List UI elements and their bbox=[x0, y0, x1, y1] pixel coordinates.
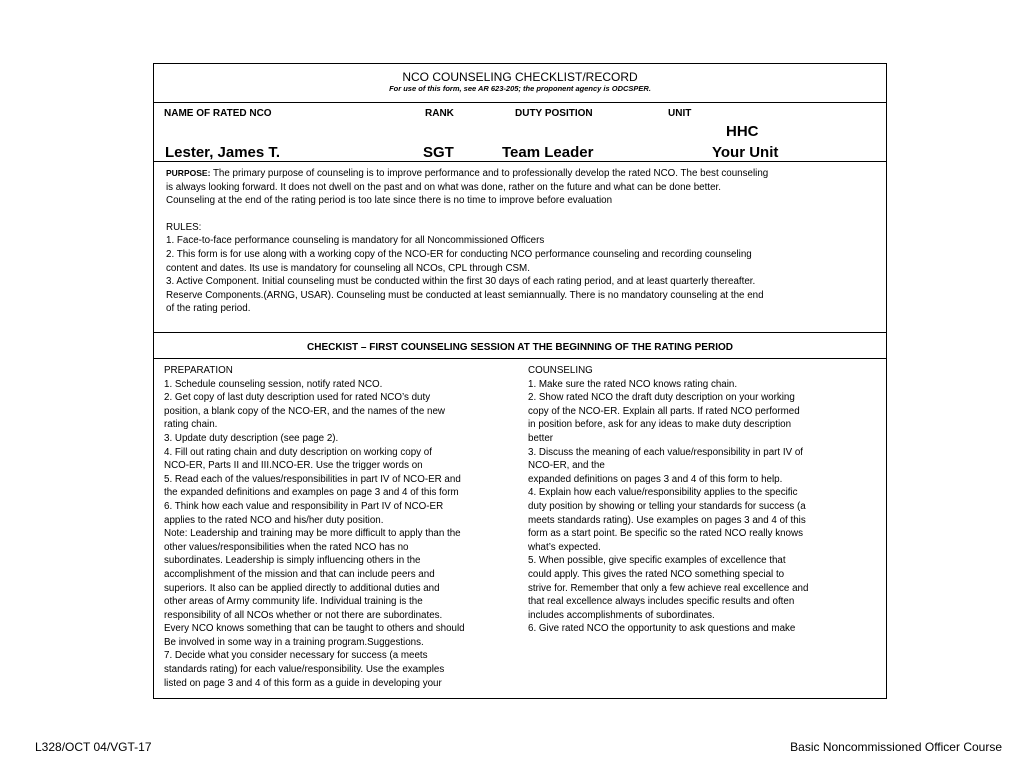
counseling-text: 5. When possible, give specific examples of excellence that bbox=[528, 555, 786, 567]
divider bbox=[154, 102, 886, 103]
duty-position-value: Team Leader bbox=[502, 144, 594, 161]
form-title: NCO COUNSELING CHECKLIST/RECORD bbox=[402, 70, 638, 84]
rules-block bbox=[166, 221, 874, 316]
rules-text: content and dates. Its use is mandatory for counseling all NCOs, CPL through CSM. bbox=[166, 262, 530, 274]
preparation-text: Every NCO knows something that can be taught to others and should bbox=[164, 623, 465, 635]
rules-text: 3. Active Component. Initial counseling must be conducted within the first 30 days of each rating period, and at least quarterly thereafter. bbox=[166, 276, 756, 288]
preparation-text: the expanded definitions and examples on page 3 and 4 of this form bbox=[164, 487, 459, 499]
counseling-text: includes accomplishments of subordinates. bbox=[528, 609, 715, 621]
preparation-text: other areas of Army community life. Individual training is the bbox=[164, 596, 423, 608]
duty-position-label: DUTY POSITION bbox=[515, 108, 593, 119]
purpose-text: The primary purpose of counseling is to improve performance and to professionally develop the rated NCO. The best counseling bbox=[210, 168, 769, 179]
rules-text: of the rating period. bbox=[166, 303, 251, 315]
divider bbox=[154, 332, 886, 333]
name-label: NAME OF RATED NCO bbox=[164, 108, 272, 119]
counseling-text: copy of the NCO-ER. Explain all parts. If rated NCO performed bbox=[528, 405, 800, 417]
preparation-text: Note: Leadership and training may be more difficult to apply than the bbox=[164, 528, 461, 540]
preparation-text: 1. Schedule counseling session, notify rated NCO. bbox=[164, 378, 383, 390]
counseling-text: what’s expected. bbox=[528, 541, 601, 553]
checklist-header: CHECKIST – FIRST COUNSELING SESSION AT THE BEGINNING OF THE RATING PERIOD bbox=[307, 342, 733, 353]
counseling-text: expanded definitions on pages 3 and 4 of this form to help. bbox=[528, 473, 783, 485]
rules-text: 2. This form is for use along with a working copy of the NCO-ER for conducting NCO performance counseling and recording counseling bbox=[166, 248, 752, 260]
counseling-text: 2. Show rated NCO the draft duty description on your working bbox=[528, 392, 795, 404]
purpose-text: Counseling at the end of the rating period is too late since there is no time to improve before evaluation bbox=[166, 195, 613, 207]
counseling-text: 6. Give rated NCO the opportunity to ask questions and make bbox=[528, 623, 796, 635]
preparation-text: superiors. It also can be applied directly to additional duties and bbox=[164, 582, 440, 594]
rules-text: 1. Face-to-face performance counseling is mandatory for all Noncommissioned Officers bbox=[166, 235, 545, 247]
divider bbox=[154, 161, 886, 162]
divider bbox=[154, 358, 886, 359]
preparation-text: other values/responsibilities when the rated NCO has no bbox=[164, 541, 409, 553]
preparation-text: Be involved in some way in a training program.Suggestions. bbox=[164, 636, 424, 648]
preparation-text: responsibility of all NCOs whether or not there are subordinates. bbox=[164, 609, 443, 621]
preparation-text: subordinates. Leadership is simply influencing others in the bbox=[164, 555, 421, 567]
counseling-heading: COUNSELING bbox=[528, 365, 593, 376]
preparation-text: 3. Update duty description (see page 2). bbox=[164, 432, 339, 444]
rank-value: SGT bbox=[423, 144, 454, 161]
purpose-label: PURPOSE: bbox=[166, 168, 211, 178]
counseling-text: duty position by showing or telling your standards for success (a bbox=[528, 500, 806, 512]
preparation-text: applies to the rated NCO and his/her duty position. bbox=[164, 514, 384, 526]
preparation-text: 6. Think how each value and responsibility in Part IV of NCO-ER bbox=[164, 500, 444, 512]
unit-label: UNIT bbox=[668, 108, 692, 119]
counseling-text: strive for. Remember that only a few achieve real excellence and bbox=[528, 582, 809, 594]
purpose-rules-section bbox=[154, 167, 886, 316]
counseling-text: NCO-ER, and the bbox=[528, 460, 605, 472]
rules-text: Reserve Components.(ARNG, USAR). Counseling must be conducted at least semiannually. There is no mandatory counseling at the end bbox=[166, 289, 764, 301]
nco-counseling-form bbox=[153, 63, 887, 699]
preparation-text: accomplishment of the mission and that can include peers and bbox=[164, 568, 435, 580]
counseling-text: that real excellence always includes specific results and often bbox=[528, 596, 795, 608]
purpose-block bbox=[166, 167, 874, 208]
counseling-text: 3. Discuss the meaning of each value/responsibility in part IV of bbox=[528, 446, 804, 458]
form-title-section bbox=[154, 64, 886, 102]
footer-course-name: Basic Noncommissioned Officer Course bbox=[790, 740, 1002, 754]
preparation-text: 7. Decide what you consider necessary for success (a meets bbox=[164, 650, 428, 662]
unit-value-line1: HHC bbox=[726, 123, 759, 140]
counseling-column bbox=[528, 364, 808, 636]
unit-value-line2: Your Unit bbox=[712, 144, 779, 161]
preparation-text: position, a blank copy of the NCO-ER, and the names of the new bbox=[164, 405, 446, 417]
preparation-text: 4. Fill out rating chain and duty description on working copy of bbox=[164, 446, 432, 458]
preparation-column bbox=[164, 364, 465, 690]
form-subtitle: For use of this form, see AR 623-205; the proponent agency is ODCSPER. bbox=[389, 84, 651, 93]
counseling-text: in position before, ask for any ideas to make duty description bbox=[528, 419, 792, 431]
preparation-text: NCO-ER, Parts II and III.NCO-ER. Use the trigger words on bbox=[164, 460, 423, 472]
preparation-text: 5. Read each of the values/responsibilities in part IV of NCO-ER and bbox=[164, 473, 461, 485]
rated-nco-name: Lester, James T. bbox=[165, 144, 281, 161]
rank-label: RANK bbox=[425, 108, 454, 119]
counseling-text: could apply. This gives the rated NCO something special to bbox=[528, 568, 785, 580]
counseling-text: form as a start point. Be specific so the rated NCO really knows bbox=[528, 528, 803, 540]
preparation-text: rating chain. bbox=[164, 419, 218, 431]
counseling-text: 4. Explain how each value/responsibility applies to the specific bbox=[528, 487, 798, 499]
rules-heading: RULES: bbox=[166, 221, 202, 233]
preparation-text: listed on page 3 and 4 of this form as a guide in developing your bbox=[164, 677, 442, 689]
purpose-text: is always looking forward. It does not dwell on the past and on what was done, rather on the future and what can be done better. bbox=[166, 181, 721, 193]
preparation-heading: PREPARATION bbox=[164, 365, 233, 376]
preparation-text: 2. Get copy of last duty description used for rated NCO’s duty bbox=[164, 392, 431, 404]
counseling-text: meets standards rating). Use examples on pages 3 and 4 of this bbox=[528, 514, 806, 526]
counseling-text: better bbox=[528, 432, 554, 444]
preparation-text: standards rating) for each value/responsibility. Use the examples bbox=[164, 664, 445, 676]
counseling-text: 1. Make sure the rated NCO knows rating chain. bbox=[528, 378, 738, 390]
footer-document-code: L328/OCT 04/VGT-17 bbox=[35, 740, 152, 754]
